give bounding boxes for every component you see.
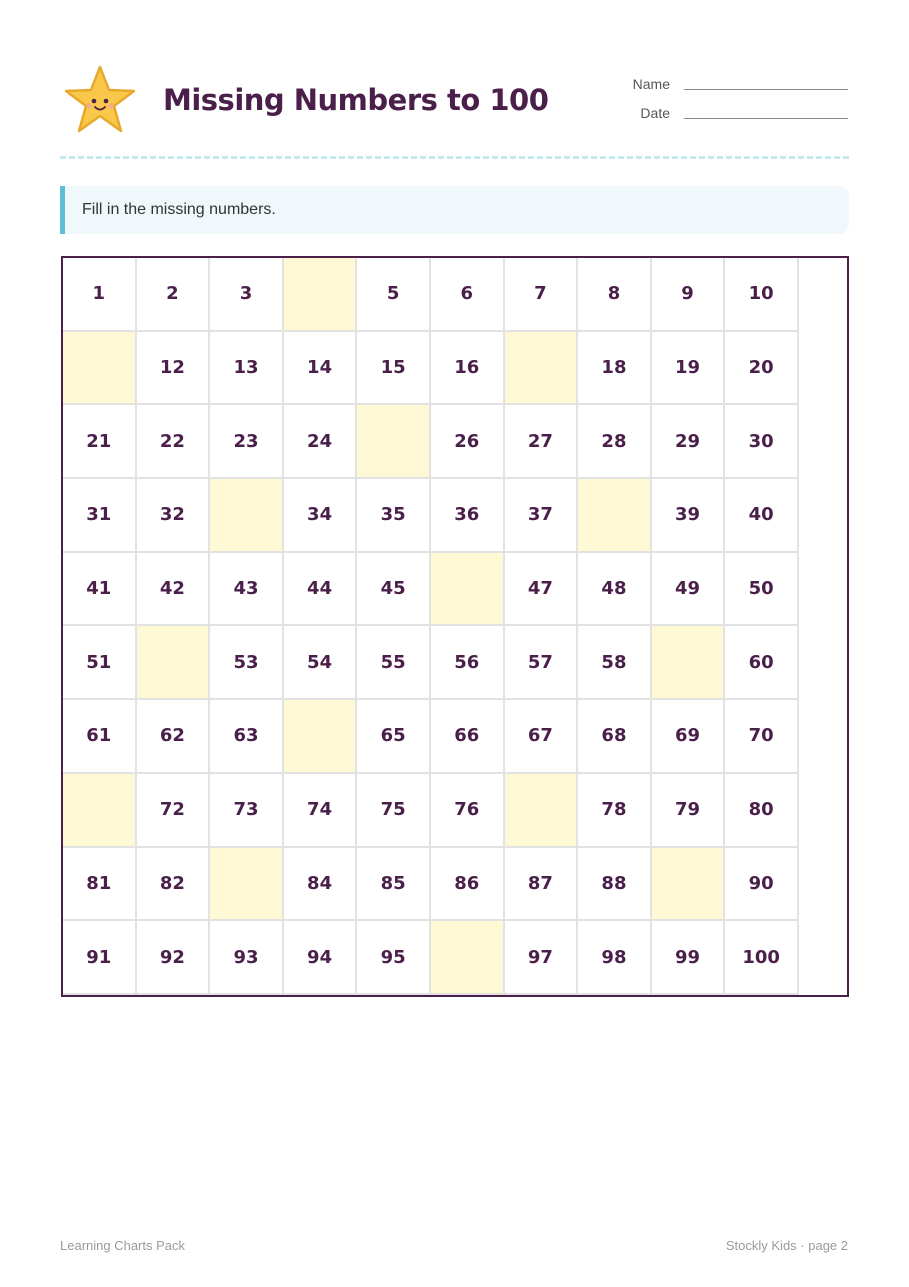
number-cell: 30 (725, 405, 799, 479)
number-grid-frame (61, 256, 849, 997)
number-cell: 41 (63, 553, 137, 627)
number-cell: 43 (210, 553, 284, 627)
number-cell: 9 (652, 258, 726, 332)
number-cell: 18 (578, 332, 652, 406)
number-cell: 62 (137, 700, 211, 774)
instruction-box (60, 186, 849, 234)
number-cell: 94 (284, 921, 358, 995)
number-cell: 61 (63, 700, 137, 774)
number-cell: 93 (210, 921, 284, 995)
number-cell: 50 (725, 553, 799, 627)
number-cell: 79 (652, 774, 726, 848)
number-cell: 70 (725, 700, 799, 774)
number-cell: 12 (137, 332, 211, 406)
number-cell: 45 (357, 553, 431, 627)
number-cell: 86 (431, 848, 505, 922)
number-cell: 2 (137, 258, 211, 332)
number-cell: 51 (63, 626, 137, 700)
blank-cell[interactable] (63, 332, 137, 406)
page-title: Missing Numbers to 100 (163, 83, 549, 117)
number-cell: 1 (63, 258, 137, 332)
number-cell: 82 (137, 848, 211, 922)
blank-cell[interactable] (652, 626, 726, 700)
number-cell: 7 (505, 258, 579, 332)
blank-cell[interactable] (505, 774, 579, 848)
number-cell: 6 (431, 258, 505, 332)
number-cell: 24 (284, 405, 358, 479)
number-cell: 81 (63, 848, 137, 922)
number-cell: 32 (137, 479, 211, 553)
number-cell: 48 (578, 553, 652, 627)
blank-cell[interactable] (505, 332, 579, 406)
number-cell: 78 (578, 774, 652, 848)
number-cell: 40 (725, 479, 799, 553)
name-line[interactable] (684, 79, 848, 90)
number-cell: 67 (505, 700, 579, 774)
number-cell: 53 (210, 626, 284, 700)
number-cell: 85 (357, 848, 431, 922)
blank-cell[interactable] (63, 774, 137, 848)
number-cell: 73 (210, 774, 284, 848)
name-field[interactable] (600, 76, 848, 92)
number-cell: 28 (578, 405, 652, 479)
number-cell: 23 (210, 405, 284, 479)
blank-cell[interactable] (210, 848, 284, 922)
date-line[interactable] (684, 108, 848, 119)
number-cell: 35 (357, 479, 431, 553)
number-cell: 80 (725, 774, 799, 848)
smiling-star-icon (64, 64, 136, 134)
number-cell: 44 (284, 553, 358, 627)
number-cell: 47 (505, 553, 579, 627)
number-cell: 76 (431, 774, 505, 848)
name-label: Name (632, 76, 670, 92)
number-cell: 91 (63, 921, 137, 995)
number-cell: 5 (357, 258, 431, 332)
number-grid (63, 258, 799, 995)
number-cell: 3 (210, 258, 284, 332)
blank-cell[interactable] (578, 479, 652, 553)
number-cell: 68 (578, 700, 652, 774)
number-cell: 16 (431, 332, 505, 406)
number-cell: 8 (578, 258, 652, 332)
date-field[interactable] (600, 105, 848, 121)
number-cell: 31 (63, 479, 137, 553)
number-cell: 37 (505, 479, 579, 553)
footer-left: Learning Charts Pack (60, 1238, 186, 1253)
header-divider (60, 156, 849, 159)
number-cell: 92 (137, 921, 211, 995)
number-cell: 10 (725, 258, 799, 332)
number-cell: 49 (652, 553, 726, 627)
number-cell: 19 (652, 332, 726, 406)
blank-cell[interactable] (284, 258, 358, 332)
number-cell: 99 (652, 921, 726, 995)
number-cell: 66 (431, 700, 505, 774)
number-cell: 21 (63, 405, 137, 479)
number-cell: 100 (725, 921, 799, 995)
blank-cell[interactable] (210, 479, 284, 553)
number-cell: 60 (725, 626, 799, 700)
number-cell: 95 (357, 921, 431, 995)
number-cell: 20 (725, 332, 799, 406)
blank-cell[interactable] (431, 553, 505, 627)
number-cell: 14 (284, 332, 358, 406)
number-cell: 75 (357, 774, 431, 848)
number-cell: 97 (505, 921, 579, 995)
footer-right: Stockly Kids · page 2 (725, 1238, 848, 1253)
date-label: Date (640, 105, 670, 121)
blank-cell[interactable] (137, 626, 211, 700)
number-cell: 58 (578, 626, 652, 700)
number-cell: 69 (652, 700, 726, 774)
number-cell: 55 (357, 626, 431, 700)
number-cell: 27 (505, 405, 579, 479)
number-cell: 88 (578, 848, 652, 922)
number-cell: 34 (284, 479, 358, 553)
number-cell: 57 (505, 626, 579, 700)
number-cell: 26 (431, 405, 505, 479)
number-cell: 63 (210, 700, 284, 774)
number-cell: 72 (137, 774, 211, 848)
number-cell: 36 (431, 479, 505, 553)
blank-cell[interactable] (652, 848, 726, 922)
number-cell: 65 (357, 700, 431, 774)
blank-cell[interactable] (284, 700, 358, 774)
number-cell: 90 (725, 848, 799, 922)
number-cell: 22 (137, 405, 211, 479)
number-cell: 56 (431, 626, 505, 700)
blank-cell[interactable] (357, 405, 431, 479)
blank-cell[interactable] (431, 921, 505, 995)
number-cell: 13 (210, 332, 284, 406)
number-cell: 39 (652, 479, 726, 553)
number-cell: 87 (505, 848, 579, 922)
number-cell: 42 (137, 553, 211, 627)
instruction-text: Fill in the missing numbers. (82, 201, 276, 218)
number-cell: 98 (578, 921, 652, 995)
number-cell: 84 (284, 848, 358, 922)
number-cell: 29 (652, 405, 726, 479)
number-cell: 54 (284, 626, 358, 700)
number-cell: 15 (357, 332, 431, 406)
number-cell: 74 (284, 774, 358, 848)
